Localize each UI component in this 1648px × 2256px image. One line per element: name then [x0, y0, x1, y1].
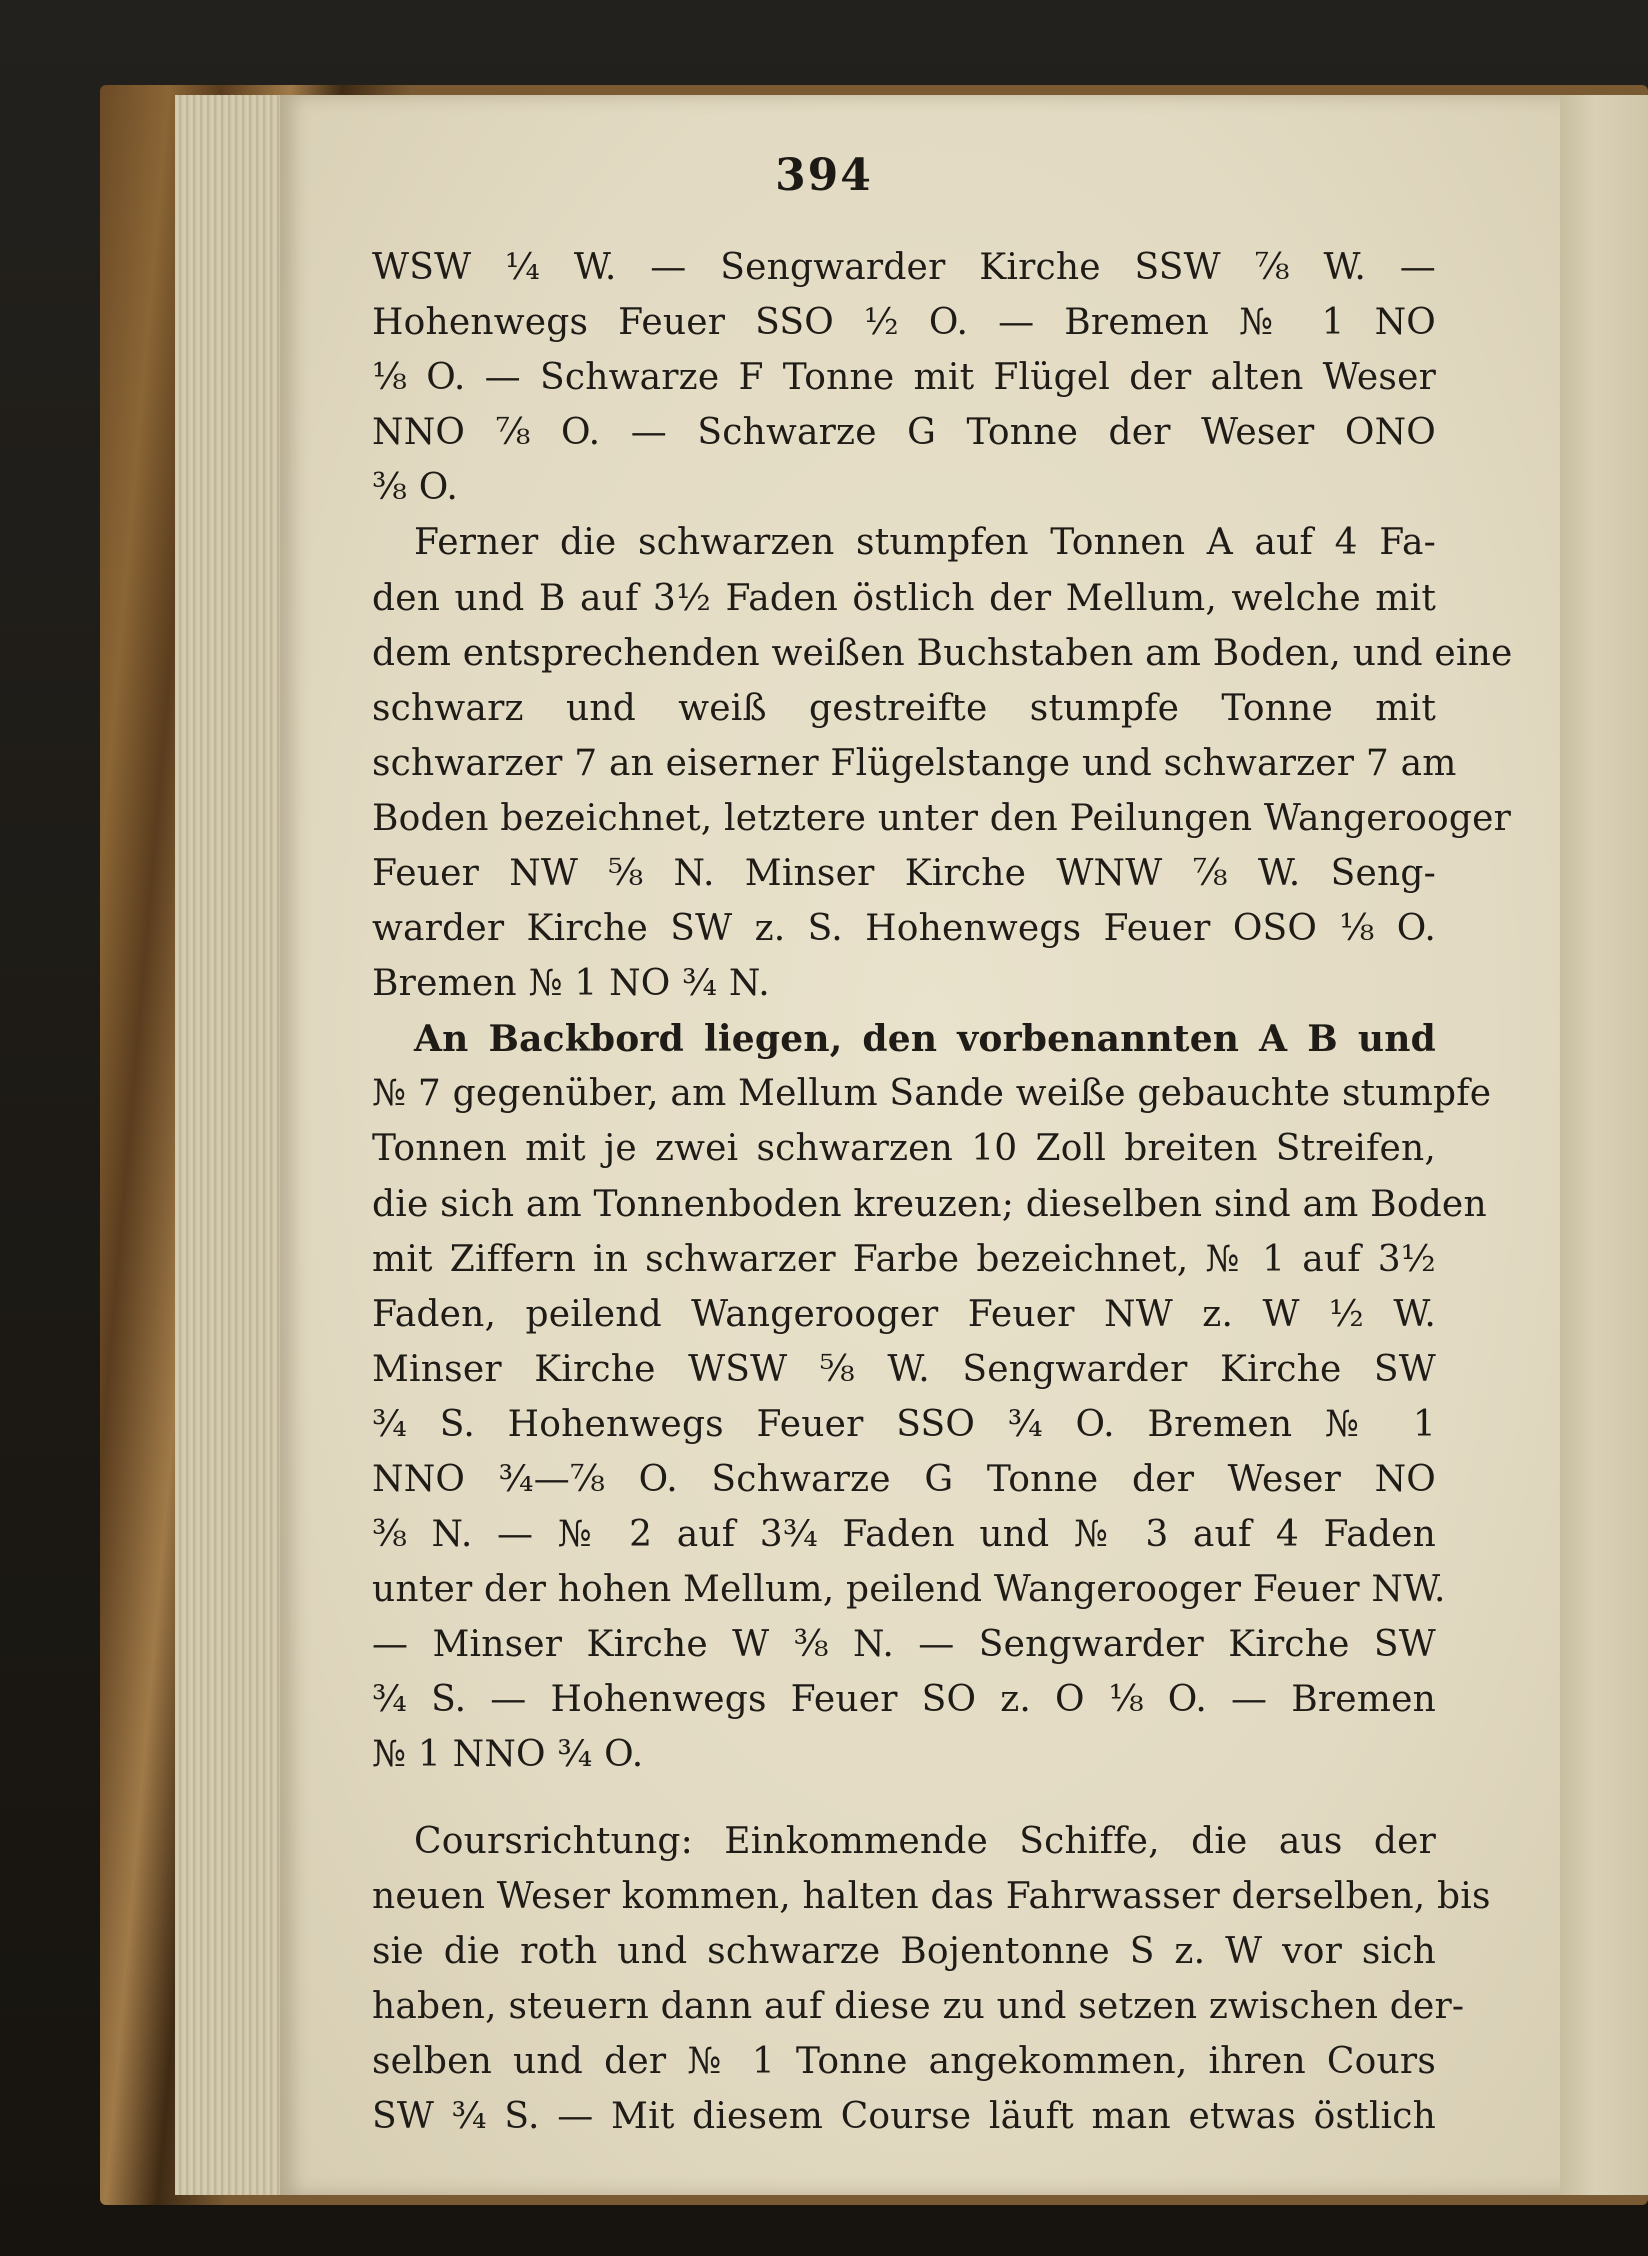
text-line: Tonnen mit je zwei schwarzen 10 Zoll breiten Streifen,: [372, 1128, 1436, 1170]
text-line: die sich am Tonnenboden kreuzen; dieselben sind am Boden: [372, 1183, 1487, 1225]
text-line: schwarz und weiß gestreifte stumpfe Tonne mit: [372, 687, 1436, 729]
text-line: Boden bezeichnet, letztere unter den Peilungen Wangerooger: [372, 797, 1512, 839]
text-line: ¾ S. Hohenwegs Feuer SSO ¾ O. Bremen № 1: [372, 1403, 1436, 1445]
text-line: sie die roth und schwarze Bojentonne S z. W vor sich: [372, 1931, 1436, 1973]
text-line: schwarzer 7 an eiserner Flügelstange und schwarzer 7 am: [372, 742, 1457, 784]
text-line: NNO ¾—⅞ O. Schwarze G Tonne der Weser NO: [372, 1458, 1436, 1500]
section-heading-line: An Backbord liegen, den vorbenannten A B und: [414, 1018, 1436, 1061]
text-line: № 1 NNO ¾ O.: [372, 1734, 644, 1776]
text-line: Faden, peilend Wangerooger Feuer NW z. W ½ W.: [372, 1293, 1436, 1335]
text-line: neuen Weser kommen, halten das Fahrwasser derselben, bis: [372, 1876, 1491, 1918]
text-line: ⅜ O.: [372, 467, 458, 509]
text-line: Hohenwegs Feuer SSO ½ O. — Bremen № 1 NO: [372, 302, 1436, 344]
text-line: unter der hohen Mellum, peilend Wangerooger Feuer NW.: [372, 1569, 1446, 1611]
facing-page-edge: [1560, 95, 1648, 2195]
text-line: Bremen № 1 NO ¾ N.: [372, 963, 770, 1005]
text-line: Minser Kirche WSW ⅝ W. Sengwarder Kirche SW: [372, 1348, 1436, 1390]
text-line: warder Kirche SW z. S. Hohenwegs Feuer OSO ⅛ O.: [372, 908, 1436, 950]
text-line: dem entsprechenden weißen Buchstaben am Boden, und eine: [372, 632, 1513, 674]
text-line: den und B auf 3½ Faden östlich der Mellum, welche mit: [372, 577, 1436, 619]
text-line: ⅛ O. — Schwarze F Tonne mit Flügel der alten Weser: [372, 357, 1436, 399]
text-line: Coursrichtung: Einkommende Schiffe, die aus der: [414, 1821, 1436, 1862]
text-line: ⅜ N. — № 2 auf 3¾ Faden und № 3 auf 4 Faden: [372, 1514, 1436, 1556]
text-line: SW ¾ S. — Mit diesem Course läuft man etwas östlich: [372, 2096, 1436, 2138]
page-number: 394: [775, 150, 873, 201]
text-line: Ferner die schwarzen stumpfen Tonnen A auf 4 Fa-: [414, 522, 1436, 564]
text-line: ¾ S. — Hohenwegs Feuer SO z. O ⅛ O. — Bremen: [372, 1679, 1436, 1721]
text-line: — Minser Kirche W ⅜ N. — Sengwarder Kirche SW: [372, 1624, 1436, 1666]
text-line: Feuer NW ⅝ N. Minser Kirche WNW ⅞ W. Seng-: [372, 852, 1436, 894]
text-line: haben, steuern dann auf diese zu und setzen zwischen der-: [372, 1986, 1465, 2028]
text-line: NNO ⅞ O. — Schwarze G Tonne der Weser ONO: [372, 412, 1436, 454]
text-line: mit Ziffern in schwarzer Farbe bezeichnet, № 1 auf 3½: [372, 1238, 1436, 1280]
text-line: № 7 gegenüber, am Mellum Sande weiße gebauchte stumpfe: [372, 1073, 1492, 1115]
page-stack-edge: [175, 95, 290, 2195]
text-line: selben und der № 1 Tonne angekommen, ihren Cours: [372, 2041, 1436, 2083]
text-line: WSW ¼ W. — Sengwarder Kirche SSW ⅞ W. —: [372, 247, 1436, 288]
